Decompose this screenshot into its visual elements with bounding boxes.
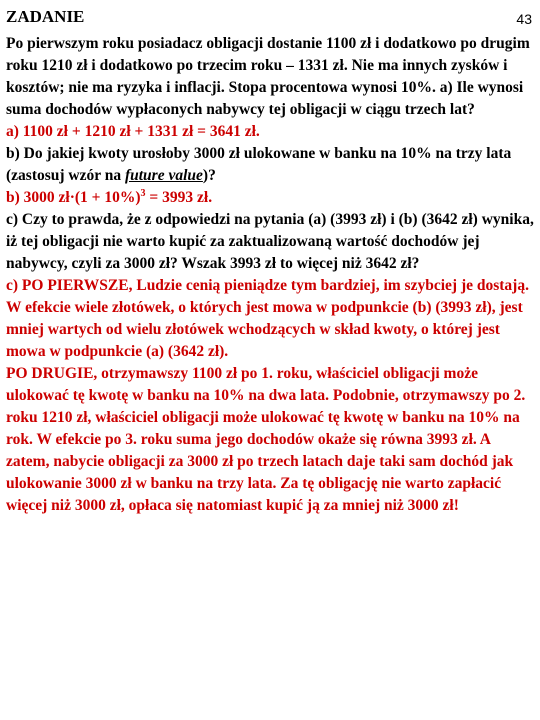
answer-b-exponent: 3 xyxy=(140,187,146,199)
page-number: 43 xyxy=(516,11,532,27)
slide-content xyxy=(6,33,534,517)
answer-c-second: PO DRUGIE, otrzymawszy 1100 zł po 1. roku, właściciel obligacji może ulokować tę kwotę w banku na 10% na dwa lata. Podobnie, otrzymawszy po 2. roku 1210 zł, właściciel obligacji może ulokować tę kwotę w banku na 10% na rok. W efekcie po 3. roku suma jego dochodów okaże się równa 3993 zł. A zatem, nabycie obligacji za 3000 zł po trzech latach daje taki sam dochód jak ulokowanie 3000 zł w banku na trzy lata. Za tę obligację nie warto zapłacić więcej niż 3000 zł, opłaca się natomiast kupić ją za mniej niż 3000 zł! xyxy=(6,365,526,514)
answer-a: a) 1100 zł + 1210 zł + 1331 zł = 3641 zł. xyxy=(6,123,260,140)
problem-statement: Po pierwszym roku posiadacz obligacji dostanie 1100 zł i dodatkowo po drugim roku 1210 zł i dodatkowo po trzecim roku – 1331 zł. Nie ma innych zysków i kosztów; nie ma ryzyka i inflacji. Stopa procentowa wynosi 10%. a) Ile wynosi suma dochodów wypłaconych nabywcy tej obligacji w ciągu trzech lat? xyxy=(6,35,530,118)
question-c: c) Czy to prawda, że z odpowiedzi na pytania (a) (3993 zł) i (b) (3642 zł) wynika, iż tej obligacji nie warto kupić za zaktualizowaną wartość dochodów jej nabywcy, czyli za 3000 zł? Wszak 3993 zł to więcej niż 3642 zł? xyxy=(6,211,534,272)
answer-b-formula: b) 3000 zł·(1 + 10%) xyxy=(6,189,141,206)
question-b-text: b) Do jakiej kwoty urosłoby 3000 zł ulokowane w banku na 10% na trzy lata (zastosuj wzór na xyxy=(6,145,512,184)
future-value-term: future value xyxy=(124,167,203,184)
page-title: ZADANIE xyxy=(6,7,85,26)
question-b-end: )? xyxy=(202,167,216,184)
question-b xyxy=(6,143,534,187)
answer-c-first: c) PO PIERWSZE, Ludzie cenią pieniądze tym bardziej, im szybciej je dostają. W efekcie wiele złotówek, o których jest mowa w podpunkcie (b) (3993 zł), jest mniej wartych od wielu złotówek wchodzących w skład kwoty, o której jest mowa w podpunkcie (a) (3642 zł). xyxy=(6,277,529,360)
answer-b-result: = 3993 zł. xyxy=(145,189,213,206)
answer-b xyxy=(6,187,534,209)
